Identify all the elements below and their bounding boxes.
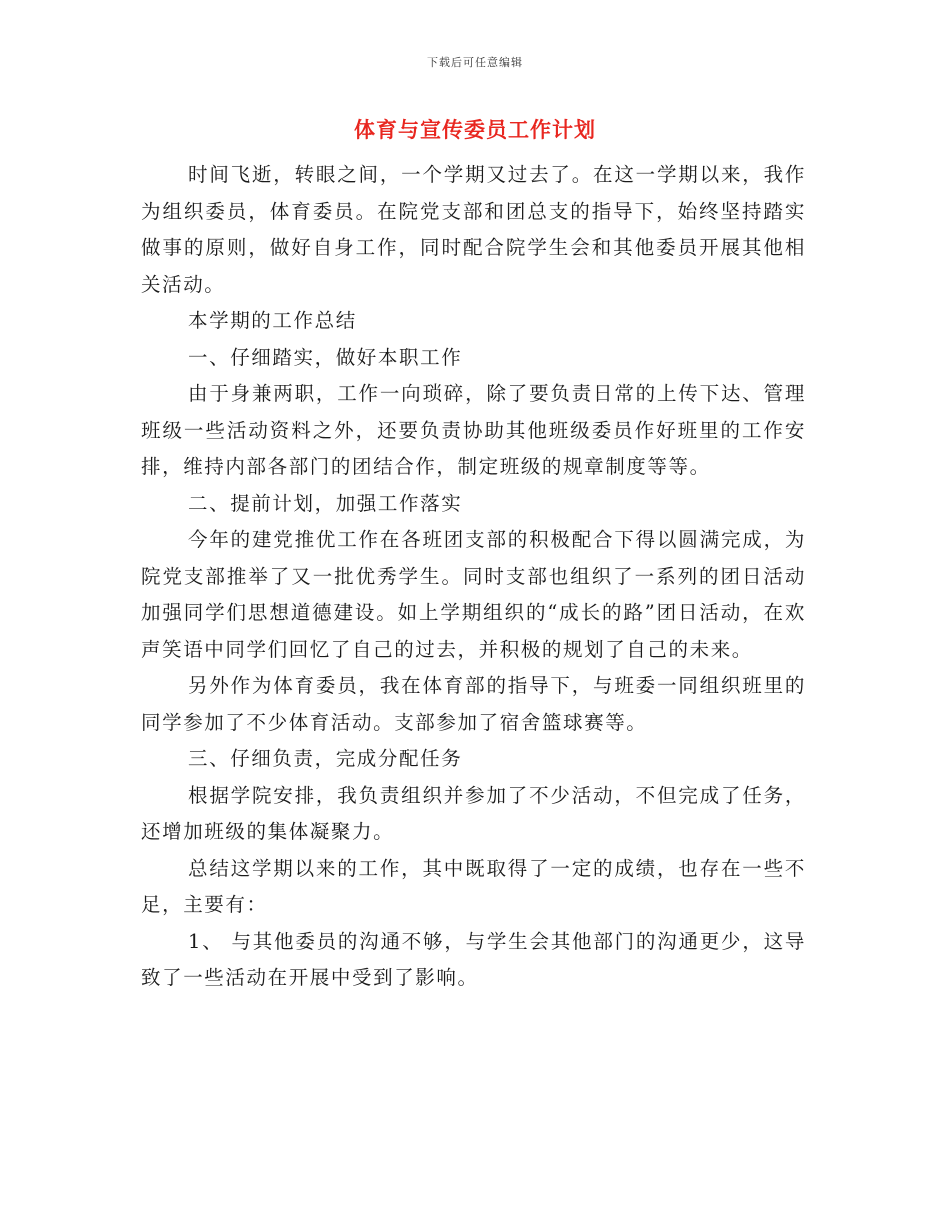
section-heading-1: 一、仔细踏实，做好本职工作 (188, 345, 463, 369)
paragraph-section-1: 由于身兼两职，工作一向琐碎，除了要负责日常的上传下达、管理班级一些活动资料之外，还要负责协助其他班级委员作好班里的工作安排，维持内部各部门的团结合作，制定班级的规章制度等等。 (141, 382, 806, 478)
section-heading-2: 二、提前计划，加强工作落实 (188, 491, 463, 515)
document-body (141, 157, 806, 997)
section-heading-3: 三、仔细负责，完成分配任务 (188, 747, 463, 770)
document-title: 体育与宣传委员工作计划 (354, 117, 596, 142)
paragraph-intro: 时间飞逝，转眼之间，一个学期又过去了。在这一学期以来，我作为组织委员，体育委员。在院党支部和团总支的指导下，始终坚持踏实做事的原则，做好自身工作，同时配合院学生会和其他委员开展其他相关活动。 (141, 163, 806, 296)
paragraph-shortcomings-intro: 总结这学期以来的工作，其中既取得了一定的成绩，也存在一些不足，主要有： (141, 856, 806, 916)
section-heading-summary: 本学期的工作总结 (188, 309, 357, 332)
header-note: 下载后可任意编辑 (427, 56, 523, 69)
paragraph-section-3: 根据学院安排，我负责组织并参加了不少活动，不但完成了任务，还增加班级的集体凝聚力。 (141, 783, 806, 843)
paragraph-section-2: 今年的建党推优工作在各班团支部的积极配合下得以圆满完成，为院党支部推举了又一批优秀学生。同时支部也组织了一系列的团日活动加强同学们思想道德建设。如上学期组织的“成长的路”团日活动，在欢声笑语中同学们回忆了自己的过去，并积极的规划了自己的未来。 (141, 528, 806, 661)
paragraph-sports: 另外作为体育委员，我在体育部的指导下，与班委一同组织班里的同学参加了不少体育活动。支部参加了宿舍篮球赛等。 (141, 674, 806, 734)
list-item-1: 1、 与其他委员的沟通不够，与学生会其他部门的沟通更少，这导致了一些活动在开展中受到了影响。 (141, 929, 806, 989)
